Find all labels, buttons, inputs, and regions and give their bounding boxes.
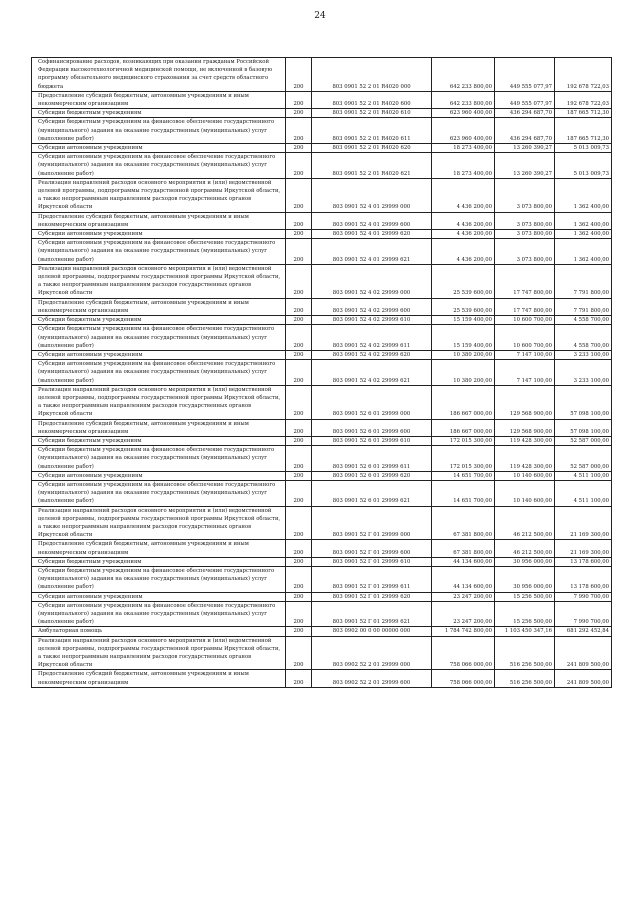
- expense-name-cell: [32, 91, 286, 108]
- expense-name-cell: [32, 540, 286, 557]
- expense-name-cell: [32, 471, 286, 480]
- planned-amount-cell: 4 436 200,00: [432, 239, 495, 265]
- budget-classification-code-cell: 803 0901 52 4 02 29999 621: [312, 360, 432, 386]
- budget-table-body: [32, 58, 612, 688]
- remaining-amount-cell: 7 990 700,00: [555, 592, 612, 601]
- table-row: [32, 178, 612, 212]
- table-row: [32, 239, 612, 265]
- executed-amount-cell: 3 073 800,00: [495, 230, 555, 239]
- expense-name-cell: [32, 636, 286, 670]
- remaining-amount-cell: 1 362 400,00: [555, 230, 612, 239]
- expense-name-cell: [32, 436, 286, 445]
- expense-name-text: Субсидии автономным учреждениям на финансовое обеспечение государственного (муниципального) задания на оказание государственных (муниципальных) услуг (выполнение работ): [38, 481, 276, 505]
- department-code-cell: 200: [286, 316, 312, 325]
- remaining-amount-cell: 4 511 100,00: [555, 471, 612, 480]
- table-row: [32, 506, 612, 540]
- table-row: [32, 298, 612, 315]
- remaining-amount-cell: 57 098 100,00: [555, 385, 612, 419]
- expense-name-cell: [32, 230, 286, 239]
- table-row: [32, 385, 612, 419]
- expense-name-text: Субсидии бюджетным учреждениям на финансовое обеспечение государственного (муниципального) задания на оказание государственных (муниципальных) услуг (выполнение работ): [38, 567, 275, 591]
- budget-classification-code-cell: 803 0901 52 4 01 29999 000: [312, 178, 432, 212]
- expense-name-text: Предоставление субсидий бюджетным, автономным учреждениям и иным некоммерческим организациям: [38, 213, 249, 228]
- executed-amount-cell: 17 747 800,00: [495, 298, 555, 315]
- department-code-cell: 200: [286, 178, 312, 212]
- planned-amount-cell: 18 273 400,00: [432, 153, 495, 179]
- expense-name-text: Реализация направлений расходов основного мероприятия и (или) ведомственной целевой программы, подпрограммы государственной программы Иркутской области, а также непрограммным направлениям расходов государственных органов Иркутской области: [38, 265, 281, 297]
- executed-amount-cell: 1 103 450 347,16: [495, 627, 555, 636]
- budget-classification-code-cell: 803 0901 52 2 01 R4020 621: [312, 153, 432, 179]
- budget-classification-code-cell: 803 0901 52 Г 01 29999 600: [312, 540, 432, 557]
- executed-amount-cell: 516 256 500,00: [495, 670, 555, 687]
- department-code-cell: 200: [286, 471, 312, 480]
- table-row: [32, 471, 612, 480]
- remaining-amount-cell: 7 990 700,00: [555, 601, 612, 627]
- executed-amount-cell: 449 555 077,97: [495, 91, 555, 108]
- department-code-cell: 200: [286, 91, 312, 108]
- planned-amount-cell: 23 247 200,00: [432, 601, 495, 627]
- executed-amount-cell: 30 956 000,00: [495, 566, 555, 592]
- executed-amount-cell: 10 600 700,00: [495, 325, 555, 351]
- table-row: [32, 446, 612, 472]
- table-row: [32, 350, 612, 359]
- table-row: [32, 419, 612, 436]
- planned-amount-cell: 67 381 800,00: [432, 540, 495, 557]
- planned-amount-cell: 623 960 400,00: [432, 109, 495, 118]
- budget-classification-code-cell: 803 0901 52 2 01 R4020 620: [312, 144, 432, 153]
- department-code-cell: 200: [286, 557, 312, 566]
- planned-amount-cell: 44 134 600,00: [432, 557, 495, 566]
- expense-name-text: Субсидии автономным учреждениям на финансовое обеспечение государственного (муниципального) задания на оказание государственных (муниципальных) услуг (выполнение работ): [38, 240, 276, 263]
- budget-classification-code-cell: 803 0902 52 2 01 29999 600: [312, 670, 432, 687]
- executed-amount-cell: 119 428 300,00: [495, 446, 555, 472]
- planned-amount-cell: 10 380 200,00: [432, 350, 495, 359]
- executed-amount-cell: 10 600 700,00: [495, 316, 555, 325]
- planned-amount-cell: 186 667 000,00: [432, 385, 495, 419]
- executed-amount-cell: 129 568 900,00: [495, 385, 555, 419]
- budget-classification-code-cell: 803 0901 52 Г 01 29999 000: [312, 506, 432, 540]
- planned-amount-cell: 14 651 700,00: [432, 480, 495, 506]
- expense-name-text: Субсидии автономным учреждениям на финансовое обеспечение государственного (муниципального) задания на оказание государственных (муниципальных) услуг (выполнение работ): [38, 602, 276, 626]
- department-code-cell: 200: [286, 601, 312, 627]
- expense-name-cell: [32, 557, 286, 566]
- expense-name-cell: [32, 627, 286, 636]
- expense-name-cell: [32, 480, 286, 506]
- table-row: [32, 316, 612, 325]
- planned-amount-cell: 15 159 400,00: [432, 316, 495, 325]
- planned-amount-cell: 23 247 200,00: [432, 592, 495, 601]
- expense-name-text: Субсидии бюджетным учреждениям: [38, 558, 142, 565]
- budget-classification-code-cell: 803 0901 52 4 01 29999 600: [312, 212, 432, 229]
- budget-classification-code-cell: 803 0901 52 6 01 29999 621: [312, 480, 432, 506]
- budget-classification-code-cell: 803 0902 52 2 01 29999 000: [312, 636, 432, 670]
- executed-amount-cell: 119 428 300,00: [495, 436, 555, 445]
- table-row: [32, 230, 612, 239]
- expense-name-cell: [32, 178, 286, 212]
- department-code-cell: 200: [286, 350, 312, 359]
- executed-amount-cell: 17 747 800,00: [495, 264, 555, 298]
- remaining-amount-cell: 57 098 100,00: [555, 419, 612, 436]
- budget-classification-code-cell: 803 0901 52 6 01 29999 611: [312, 446, 432, 472]
- executed-amount-cell: 129 568 900,00: [495, 419, 555, 436]
- budget-table: [31, 57, 612, 688]
- expense-name-cell: [32, 360, 286, 386]
- budget-classification-code-cell: 803 0901 52 4 02 29999 610: [312, 316, 432, 325]
- department-code-cell: 200: [286, 627, 312, 636]
- table-row: [32, 627, 612, 636]
- expense-name-cell: [32, 264, 286, 298]
- budget-classification-code-cell: 803 0901 52 2 01 R4020 610: [312, 109, 432, 118]
- planned-amount-cell: 4 436 200,00: [432, 178, 495, 212]
- executed-amount-cell: 30 956 000,00: [495, 557, 555, 566]
- table-row: [32, 264, 612, 298]
- expense-name-text: Субсидии бюджетным учреждениям на финансовое обеспечение государственного (муниципального) задания на оказание государственных (муниципальных) услуг (выполнение работ): [38, 326, 275, 349]
- executed-amount-cell: 13 260 390,27: [495, 153, 555, 179]
- budget-classification-code-cell: 803 0901 52 4 01 29999 621: [312, 239, 432, 265]
- department-code-cell: 200: [286, 480, 312, 506]
- department-code-cell: 200: [286, 385, 312, 419]
- executed-amount-cell: 449 555 077,97: [495, 58, 555, 92]
- table-row: [32, 144, 612, 153]
- department-code-cell: 200: [286, 419, 312, 436]
- page-number: 24: [314, 11, 326, 21]
- planned-amount-cell: 642 233 800,00: [432, 58, 495, 92]
- remaining-amount-cell: 7 791 800,00: [555, 264, 612, 298]
- planned-amount-cell: 186 667 000,00: [432, 419, 495, 436]
- expense-name-text: Субсидии бюджетным учреждениям на финансовое обеспечение государственного (муниципального) задания на оказание государственных (муниципальных) услуг (выполнение работ): [38, 447, 275, 470]
- budget-classification-code-cell: 803 0901 52 6 01 29999 600: [312, 419, 432, 436]
- budget-classification-code-cell: 803 0901 52 4 02 29999 611: [312, 325, 432, 351]
- remaining-amount-cell: 4 558 700,00: [555, 325, 612, 351]
- expense-name-text: Предоставление субсидий бюджетным, автономным учреждениям и иным некоммерческим организациям: [38, 420, 249, 435]
- budget-classification-code-cell: 803 0901 52 2 01 R4020 600: [312, 91, 432, 108]
- budget-classification-code-cell: 803 0901 52 4 01 29999 620: [312, 230, 432, 239]
- department-code-cell: 200: [286, 153, 312, 179]
- expense-name-text: Предоставление субсидий бюджетным, автономным учреждениям и иным некоммерческим организациям: [38, 92, 249, 108]
- remaining-amount-cell: 21 169 300,00: [555, 540, 612, 557]
- executed-amount-cell: 7 147 100,00: [495, 360, 555, 386]
- department-code-cell: 200: [286, 239, 312, 265]
- executed-amount-cell: 436 294 687,70: [495, 109, 555, 118]
- expense-name-cell: [32, 58, 286, 92]
- expense-name-text: Софинансирование расходов, возникающих при оказании гражданам Российской Федерации высокотехнологичной медицинской помощи, не включенной в базовую программу обязательного медицинского страхования за счет средств областного бюджета: [38, 59, 273, 90]
- table-row: [32, 212, 612, 229]
- planned-amount-cell: 10 380 200,00: [432, 360, 495, 386]
- table-row: [32, 360, 612, 386]
- expense-name-cell: [32, 109, 286, 118]
- planned-amount-cell: 67 381 800,00: [432, 506, 495, 540]
- expense-name-text: Реализация направлений расходов основного мероприятия и (или) ведомственной целевой программы, подпрограммы государственной программы Иркутской области, а также непрограммным направлениям расходов государственных органов Иркутской области: [38, 386, 281, 418]
- department-code-cell: 200: [286, 144, 312, 153]
- expense-name-text: Реализация направлений расходов основного мероприятия и (или) ведомственной целевой программы, подпрограммы государственной программы Иркутской области, а также непрограммным направлениям расходов государственных органов Иркутской области: [38, 637, 281, 669]
- planned-amount-cell: 172 015 300,00: [432, 436, 495, 445]
- department-code-cell: 200: [286, 325, 312, 351]
- expense-name-cell: [32, 118, 286, 144]
- expense-name-text: Предоставление субсидий бюджетным, автономным учреждениям и иным некоммерческим организациям: [38, 541, 249, 556]
- planned-amount-cell: 14 651 700,00: [432, 471, 495, 480]
- expense-name-cell: [32, 325, 286, 351]
- expense-name-cell: [32, 566, 286, 592]
- expense-name-cell: [32, 350, 286, 359]
- department-code-cell: 200: [286, 446, 312, 472]
- planned-amount-cell: 15 159 400,00: [432, 325, 495, 351]
- remaining-amount-cell: 52 587 000,00: [555, 436, 612, 445]
- remaining-amount-cell: 7 791 800,00: [555, 298, 612, 315]
- expense-name-text: Субсидии бюджетным учреждениям: [38, 437, 142, 444]
- table-row: [32, 540, 612, 557]
- budget-classification-code-cell: 803 0901 52 6 01 29999 000: [312, 385, 432, 419]
- expense-name-text: Амбулаторная помощь: [38, 628, 103, 635]
- expense-name-cell: [32, 316, 286, 325]
- executed-amount-cell: 7 147 100,00: [495, 350, 555, 359]
- table-row: [32, 636, 612, 670]
- expense-name-cell: [32, 153, 286, 179]
- expense-name-text: Субсидии автономным учреждениям: [38, 351, 143, 358]
- remaining-amount-cell: 5 013 009,73: [555, 153, 612, 179]
- expense-name-text: Субсидии автономным учреждениям на финансовое обеспечение государственного (муниципального) задания на оказание государственных (муниципальных) услуг (выполнение работ): [38, 361, 276, 384]
- budget-classification-code-cell: 803 0901 52 6 01 29999 620: [312, 471, 432, 480]
- table-row: [32, 436, 612, 445]
- department-code-cell: 200: [286, 58, 312, 92]
- department-code-cell: 200: [286, 566, 312, 592]
- remaining-amount-cell: 5 013 009,73: [555, 144, 612, 153]
- executed-amount-cell: 10 140 600,00: [495, 471, 555, 480]
- department-code-cell: 200: [286, 360, 312, 386]
- expense-name-cell: [32, 446, 286, 472]
- department-code-cell: 200: [286, 592, 312, 601]
- remaining-amount-cell: 192 678 722,03: [555, 58, 612, 92]
- expense-name-text: Субсидии бюджетным учреждениям на финансовое обеспечение государственного (муниципального) задания на оказание государственных (муниципальных) услуг (выполнение работ): [38, 119, 275, 142]
- expense-name-cell: [32, 144, 286, 153]
- remaining-amount-cell: 13 178 600,00: [555, 557, 612, 566]
- planned-amount-cell: 4 436 200,00: [432, 230, 495, 239]
- executed-amount-cell: 3 073 800,00: [495, 178, 555, 212]
- department-code-cell: 200: [286, 298, 312, 315]
- planned-amount-cell: 25 539 600,00: [432, 298, 495, 315]
- executed-amount-cell: 15 256 500,00: [495, 601, 555, 627]
- expense-name-cell: [32, 385, 286, 419]
- department-code-cell: 200: [286, 230, 312, 239]
- expense-name-text: Субсидии автономным учреждениям: [38, 231, 143, 238]
- budget-classification-code-cell: 803 0901 52 4 02 29999 600: [312, 298, 432, 315]
- executed-amount-cell: 436 294 687,70: [495, 118, 555, 144]
- budget-classification-code-cell: 803 0901 52 2 01 R4020 611: [312, 118, 432, 144]
- planned-amount-cell: 758 066 000,00: [432, 636, 495, 670]
- department-code-cell: 200: [286, 212, 312, 229]
- department-code-cell: 200: [286, 540, 312, 557]
- budget-classification-code-cell: 803 0901 52 Г 01 29999 610: [312, 557, 432, 566]
- remaining-amount-cell: 192 678 722,03: [555, 91, 612, 108]
- remaining-amount-cell: 241 809 500,00: [555, 670, 612, 687]
- executed-amount-cell: 3 073 800,00: [495, 239, 555, 265]
- expense-name-cell: [32, 239, 286, 265]
- department-code-cell: 200: [286, 118, 312, 144]
- table-row: [32, 592, 612, 601]
- executed-amount-cell: 46 212 500,00: [495, 540, 555, 557]
- planned-amount-cell: 172 015 300,00: [432, 446, 495, 472]
- expense-name-text: Субсидии бюджетным учреждениям: [38, 317, 142, 324]
- budget-classification-code-cell: 803 0901 52 Г 01 29999 620: [312, 592, 432, 601]
- expense-name-cell: [32, 212, 286, 229]
- remaining-amount-cell: 3 233 100,00: [555, 360, 612, 386]
- budget-classification-code-cell: 803 0901 52 Г 01 29999 611: [312, 566, 432, 592]
- remaining-amount-cell: 21 169 300,00: [555, 506, 612, 540]
- table-row: [32, 557, 612, 566]
- table-row: [32, 118, 612, 144]
- budget-classification-code-cell: 803 0901 52 2 01 R4020 000: [312, 58, 432, 92]
- expense-name-text: Субсидии автономным учреждениям: [38, 145, 143, 152]
- expense-name-text: Субсидии автономным учреждениям на финансовое обеспечение государственного (муниципального) задания на оказание государственных (муниципальных) услуг (выполнение работ): [38, 154, 276, 177]
- table-row: [32, 58, 612, 92]
- expense-name-text: Субсидии автономным учреждениям: [38, 472, 143, 479]
- expense-name-text: Субсидии автономным учреждениям: [38, 593, 143, 600]
- table-row: [32, 601, 612, 627]
- expense-name-text: Реализация направлений расходов основного мероприятия и (или) ведомственной целевой программы, подпрограммы государственной программы Иркутской области, а также непрограммным направлениям расходов государственных органов Иркутской области: [38, 179, 281, 211]
- executed-amount-cell: 3 073 800,00: [495, 212, 555, 229]
- executed-amount-cell: 13 260 390,27: [495, 144, 555, 153]
- table-row: [32, 480, 612, 506]
- executed-amount-cell: 46 212 500,00: [495, 506, 555, 540]
- table-row: [32, 325, 612, 351]
- expense-name-cell: [32, 601, 286, 627]
- remaining-amount-cell: 13 178 600,00: [555, 566, 612, 592]
- remaining-amount-cell: 681 292 452,84: [555, 627, 612, 636]
- budget-classification-code-cell: 803 0901 52 4 02 29999 000: [312, 264, 432, 298]
- department-code-cell: 200: [286, 506, 312, 540]
- department-code-cell: 200: [286, 264, 312, 298]
- expense-name-cell: [32, 419, 286, 436]
- table-row: [32, 670, 612, 687]
- remaining-amount-cell: 4 511 100,00: [555, 480, 612, 506]
- department-code-cell: 200: [286, 436, 312, 445]
- expense-name-cell: [32, 592, 286, 601]
- expense-name-cell: [32, 670, 286, 687]
- planned-amount-cell: 642 233 800,00: [432, 91, 495, 108]
- planned-amount-cell: 623 960 400,00: [432, 118, 495, 144]
- budget-classification-code-cell: 803 0901 52 4 02 29999 620: [312, 350, 432, 359]
- planned-amount-cell: 44 134 600,00: [432, 566, 495, 592]
- planned-amount-cell: 18 273 400,00: [432, 144, 495, 153]
- expense-name-text: Предоставление субсидий бюджетным, автономным учреждениям и иным некоммерческим организациям: [38, 671, 249, 686]
- expense-name-cell: [32, 506, 286, 540]
- executed-amount-cell: 516 256 500,00: [495, 636, 555, 670]
- table-row: [32, 566, 612, 592]
- planned-amount-cell: 25 539 600,00: [432, 264, 495, 298]
- remaining-amount-cell: 187 665 712,30: [555, 109, 612, 118]
- table-row: [32, 153, 612, 179]
- remaining-amount-cell: 1 362 400,00: [555, 178, 612, 212]
- budget-classification-code-cell: 803 0902 00 0 00 00000 000: [312, 627, 432, 636]
- executed-amount-cell: 15 256 500,00: [495, 592, 555, 601]
- remaining-amount-cell: 3 233 100,00: [555, 350, 612, 359]
- remaining-amount-cell: 1 362 400,00: [555, 212, 612, 229]
- budget-classification-code-cell: 803 0901 52 Г 01 29999 621: [312, 601, 432, 627]
- expense-name-text: Предоставление субсидий бюджетным, автономным учреждениям и иным некоммерческим организациям: [38, 299, 249, 314]
- executed-amount-cell: 10 140 600,00: [495, 480, 555, 506]
- department-code-cell: 200: [286, 636, 312, 670]
- table-row: [32, 109, 612, 118]
- planned-amount-cell: 4 436 200,00: [432, 212, 495, 229]
- remaining-amount-cell: 1 362 400,00: [555, 239, 612, 265]
- table-row: [32, 91, 612, 108]
- remaining-amount-cell: 52 587 000,00: [555, 446, 612, 472]
- remaining-amount-cell: 4 558 700,00: [555, 316, 612, 325]
- department-code-cell: 200: [286, 670, 312, 687]
- expense-name-text: Реализация направлений расходов основного мероприятия и (или) ведомственной целевой программы, подпрограммы государственной программы Иркутской области, а также непрограммным направлениям расходов государственных органов Иркутской области: [38, 507, 281, 539]
- planned-amount-cell: 758 066 000,00: [432, 670, 495, 687]
- budget-classification-code-cell: 803 0901 52 6 01 29999 610: [312, 436, 432, 445]
- remaining-amount-cell: 187 665 712,30: [555, 118, 612, 144]
- department-code-cell: 200: [286, 109, 312, 118]
- expense-name-cell: [32, 298, 286, 315]
- remaining-amount-cell: 241 809 500,00: [555, 636, 612, 670]
- planned-amount-cell: 1 784 742 800,00: [432, 627, 495, 636]
- expense-name-text: Субсидии бюджетным учреждениям: [38, 110, 142, 117]
